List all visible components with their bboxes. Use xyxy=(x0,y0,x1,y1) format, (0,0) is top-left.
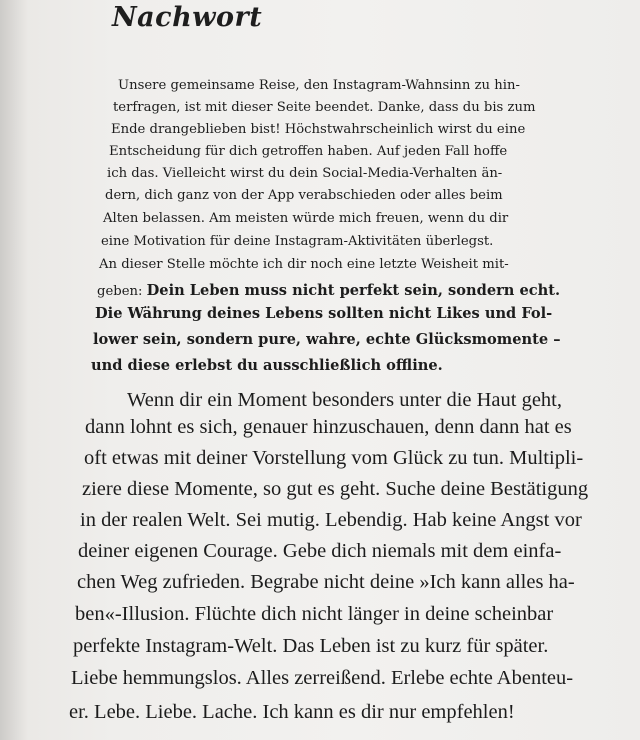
paragraph-line: An dieser Stelle möchte ich dir noch eine letzte Weisheit mit- xyxy=(99,257,509,272)
page-spine-shadow xyxy=(0,0,28,740)
paragraph-line: Liebe hemmungslos. Alles zerreißend. Erlebe echte Abenteu- xyxy=(71,667,574,689)
paragraph-line: Alten belassen. Am meisten würde mich freuen, wenn du dir xyxy=(103,211,509,226)
paragraph-line: eine Motivation für deine Instagram-Aktivitäten überlegst. xyxy=(101,234,494,249)
paragraph-line: chen Weg zufrieden. Begrabe nicht deine »Ich kann alles ha- xyxy=(77,571,575,593)
paragraph-line: ben«-Illusion. Flüchte dich nicht länger in deine scheinbar xyxy=(75,603,554,625)
paragraph-line: dann lohnt es sich, genauer hinzuschauen, denn dann hat es xyxy=(85,416,572,438)
paragraph-line: in der realen Welt. Sei mutig. Lebendig. Hab keine Angst vor xyxy=(80,509,582,531)
paragraph-line: deiner eigenen Courage. Gebe dich niemals mit dem einfa- xyxy=(78,540,562,562)
bold-line: und diese erlebst du ausschließlich offline. xyxy=(91,357,443,374)
paragraph-mixed-line xyxy=(97,280,560,299)
paragraph-line: terfragen, ist mit dieser Seite beendet. Danke, dass du bis zum xyxy=(113,100,536,115)
paragraph-line: ich das. Vielleicht wirst du dein Social-Media-Verhalten än- xyxy=(107,166,503,181)
bold-line: lower sein, sondern pure, wahre, echte Glücksmomente – xyxy=(93,331,561,348)
paragraph-line: oft etwas mit deiner Vorstellung vom Glück zu tun. Multipli- xyxy=(84,447,584,469)
paragraph-line: er. Lebe. Liebe. Lache. Ich kann es dir nur empfehlen! xyxy=(69,701,515,723)
mixed-bold-text: Dein Leben muss nicht perfekt sein, sondern echt. xyxy=(146,282,561,299)
chapter-heading: Nachwort xyxy=(112,2,263,33)
paragraph-line: Wenn dir ein Moment besonders unter die Haut geht, xyxy=(127,389,563,411)
mixed-plain-text: geben: xyxy=(97,284,147,299)
paragraph-line: Ende drangeblieben bist! Höchstwahrscheinlich wirst du eine xyxy=(111,122,526,137)
paragraph-line: Entscheidung für dich getroffen haben. Auf jeden Fall hoffe xyxy=(109,144,508,159)
paragraph-line: dern, dich ganz von der App verabschieden oder alles beim xyxy=(105,188,503,203)
paragraph-line: Unsere gemeinsame Reise, den Instagram-Wahnsinn zu hin- xyxy=(118,78,520,93)
bold-line: Die Währung deines Lebens sollten nicht Likes und Fol- xyxy=(95,305,553,322)
paragraph-line: ziere diese Momente, so gut es geht. Suche deine Bestätigung xyxy=(82,478,589,500)
paragraph-line: perfekte Instagram-Welt. Das Leben ist zu kurz für später. xyxy=(73,635,549,657)
